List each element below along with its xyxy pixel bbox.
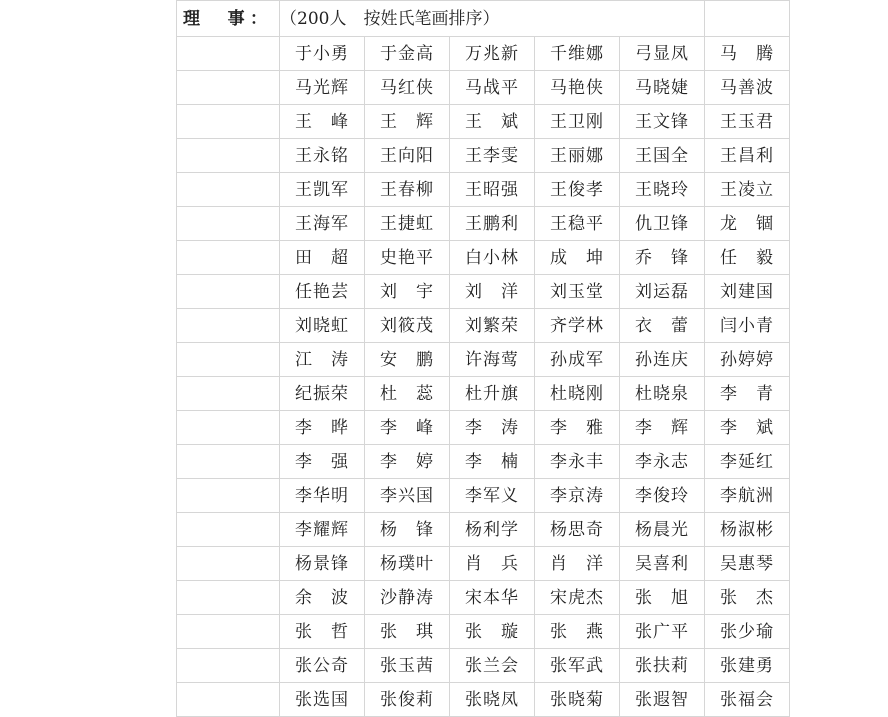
member-name: 宋虎杰 [535, 581, 620, 615]
member-name: 沙静涛 [365, 581, 450, 615]
empty-label-cell [177, 581, 280, 615]
empty-label-cell [177, 683, 280, 717]
member-name: 李永志 [620, 445, 705, 479]
member-name: 刘玉堂 [535, 275, 620, 309]
member-row [177, 275, 790, 309]
member-name: 杨晨光 [620, 513, 705, 547]
member-row [177, 343, 790, 377]
council-member-table [176, 0, 790, 717]
member-name: 王晓玲 [620, 173, 705, 207]
member-name: 刘 洋 [450, 275, 535, 309]
member-name: 马晓婕 [620, 71, 705, 105]
member-name: 千维娜 [535, 37, 620, 71]
member-name: 李 楠 [450, 445, 535, 479]
empty-label-cell [177, 173, 280, 207]
empty-label-cell [177, 275, 280, 309]
member-name: 李 峰 [365, 411, 450, 445]
member-name: 刘筱茂 [365, 309, 450, 343]
member-name: 李永丰 [535, 445, 620, 479]
empty-label-cell [177, 411, 280, 445]
member-row [177, 683, 790, 717]
member-row [177, 581, 790, 615]
member-name: 马光辉 [280, 71, 365, 105]
member-name: 龙 锢 [705, 207, 790, 241]
member-name: 王稳平 [535, 207, 620, 241]
member-name: 王文锋 [620, 105, 705, 139]
member-row [177, 547, 790, 581]
member-name: 马红侠 [365, 71, 450, 105]
member-name: 张 燕 [535, 615, 620, 649]
member-name: 王 斌 [450, 105, 535, 139]
member-row [177, 309, 790, 343]
member-name: 成 坤 [535, 241, 620, 275]
empty-label-cell [177, 241, 280, 275]
member-name: 张选国 [280, 683, 365, 717]
member-name: 李耀辉 [280, 513, 365, 547]
member-row [177, 37, 790, 71]
member-name: 吴惠琴 [705, 547, 790, 581]
empty-label-cell [177, 343, 280, 377]
member-row [177, 105, 790, 139]
member-name: 齐学林 [535, 309, 620, 343]
member-row [177, 615, 790, 649]
member-name: 弓显凤 [620, 37, 705, 71]
member-name: 杨 锋 [365, 513, 450, 547]
member-name: 李 晔 [280, 411, 365, 445]
member-name: 许海莺 [450, 343, 535, 377]
member-name: 闫小青 [705, 309, 790, 343]
member-name: 王丽娜 [535, 139, 620, 173]
member-name: 白小林 [450, 241, 535, 275]
empty-label-cell [177, 139, 280, 173]
member-name: 田 超 [280, 241, 365, 275]
member-row [177, 207, 790, 241]
member-name: 李 雅 [535, 411, 620, 445]
member-name: 王捷虹 [365, 207, 450, 241]
member-name: 张晓凤 [450, 683, 535, 717]
member-name: 李延红 [705, 445, 790, 479]
member-name: 王凌立 [705, 173, 790, 207]
member-name: 张俊莉 [365, 683, 450, 717]
member-name: 王 辉 [365, 105, 450, 139]
member-name: 刘晓虹 [280, 309, 365, 343]
member-row [177, 241, 790, 275]
member-name: 王鹏利 [450, 207, 535, 241]
section-label: 理 事： [183, 8, 267, 29]
member-name: 张公奇 [280, 649, 365, 683]
member-name: 张晓菊 [535, 683, 620, 717]
member-name: 张扶莉 [620, 649, 705, 683]
member-name: 杨淑彬 [705, 513, 790, 547]
member-name: 江 涛 [280, 343, 365, 377]
member-name: 杨璞叶 [365, 547, 450, 581]
member-name: 杨景锋 [280, 547, 365, 581]
member-row [177, 479, 790, 513]
member-name: 张 哲 [280, 615, 365, 649]
member-name: 任 毅 [705, 241, 790, 275]
member-name: 张福会 [705, 683, 790, 717]
member-name: 王李雯 [450, 139, 535, 173]
member-name: 李 青 [705, 377, 790, 411]
member-name: 王春柳 [365, 173, 450, 207]
member-name: 王永铭 [280, 139, 365, 173]
empty-cell [705, 1, 790, 37]
member-row [177, 71, 790, 105]
member-name: 乔 锋 [620, 241, 705, 275]
member-name: 张 琪 [365, 615, 450, 649]
member-name: 张兰会 [450, 649, 535, 683]
member-name: 肖 洋 [535, 547, 620, 581]
member-name: 李俊玲 [620, 479, 705, 513]
member-name: 杨思奇 [535, 513, 620, 547]
empty-label-cell [177, 37, 280, 71]
member-name: 张广平 [620, 615, 705, 649]
empty-label-cell [177, 649, 280, 683]
member-name: 李 婷 [365, 445, 450, 479]
member-name: 王俊孝 [535, 173, 620, 207]
council-member-document [176, 0, 790, 717]
member-name: 孙成军 [535, 343, 620, 377]
member-name: 张 旭 [620, 581, 705, 615]
member-name: 杨利学 [450, 513, 535, 547]
member-name: 王向阳 [365, 139, 450, 173]
section-note: （200人 按姓氏笔画排序） [280, 1, 705, 37]
member-name: 马艳侠 [535, 71, 620, 105]
member-name: 衣 蕾 [620, 309, 705, 343]
empty-label-cell [177, 479, 280, 513]
member-name: 纪振荣 [280, 377, 365, 411]
member-row [177, 139, 790, 173]
member-name: 孙连庆 [620, 343, 705, 377]
member-name: 史艳平 [365, 241, 450, 275]
member-name: 孙婷婷 [705, 343, 790, 377]
member-name: 刘繁荣 [450, 309, 535, 343]
member-name: 杜升旗 [450, 377, 535, 411]
member-name: 张玉茜 [365, 649, 450, 683]
member-name: 马战平 [450, 71, 535, 105]
member-name: 王凯军 [280, 173, 365, 207]
member-name: 王昭强 [450, 173, 535, 207]
member-name: 王昌利 [705, 139, 790, 173]
member-name: 张 杰 [705, 581, 790, 615]
member-row [177, 445, 790, 479]
empty-label-cell [177, 615, 280, 649]
member-name: 李华明 [280, 479, 365, 513]
member-name: 李兴国 [365, 479, 450, 513]
member-name: 杜晓刚 [535, 377, 620, 411]
empty-label-cell [177, 547, 280, 581]
member-name: 宋本华 [450, 581, 535, 615]
section-label-cell [177, 1, 280, 37]
member-name: 刘 宇 [365, 275, 450, 309]
member-name: 王玉君 [705, 105, 790, 139]
member-name: 肖 兵 [450, 547, 535, 581]
member-name: 刘建国 [705, 275, 790, 309]
empty-label-cell [177, 105, 280, 139]
empty-label-cell [177, 513, 280, 547]
empty-label-cell [177, 445, 280, 479]
member-row [177, 513, 790, 547]
member-name: 马 腾 [705, 37, 790, 71]
member-name: 于小勇 [280, 37, 365, 71]
member-name: 王卫刚 [535, 105, 620, 139]
member-name: 李 辉 [620, 411, 705, 445]
member-name: 仇卫锋 [620, 207, 705, 241]
member-name: 万兆新 [450, 37, 535, 71]
member-name: 于金高 [365, 37, 450, 71]
member-row [177, 649, 790, 683]
member-name: 李 涛 [450, 411, 535, 445]
empty-label-cell [177, 377, 280, 411]
member-name: 马善波 [705, 71, 790, 105]
member-name: 余 波 [280, 581, 365, 615]
member-row [177, 173, 790, 207]
member-name: 吴喜利 [620, 547, 705, 581]
member-name: 张少瑜 [705, 615, 790, 649]
empty-label-cell [177, 207, 280, 241]
section-header-row [177, 1, 790, 37]
member-name: 王海军 [280, 207, 365, 241]
member-row [177, 377, 790, 411]
member-row [177, 411, 790, 445]
member-name: 安 鹏 [365, 343, 450, 377]
member-name: 李航洲 [705, 479, 790, 513]
member-name: 张建勇 [705, 649, 790, 683]
member-name: 杜 蕊 [365, 377, 450, 411]
member-name: 李京涛 [535, 479, 620, 513]
empty-label-cell [177, 309, 280, 343]
member-name: 李 强 [280, 445, 365, 479]
member-name: 王 峰 [280, 105, 365, 139]
member-name: 任艳芸 [280, 275, 365, 309]
member-name: 李 斌 [705, 411, 790, 445]
member-name: 王国全 [620, 139, 705, 173]
empty-label-cell [177, 71, 280, 105]
member-name: 刘运磊 [620, 275, 705, 309]
member-name: 张军武 [535, 649, 620, 683]
member-name: 张 璇 [450, 615, 535, 649]
member-name: 杜晓泉 [620, 377, 705, 411]
member-name: 张遐智 [620, 683, 705, 717]
member-name: 李军义 [450, 479, 535, 513]
